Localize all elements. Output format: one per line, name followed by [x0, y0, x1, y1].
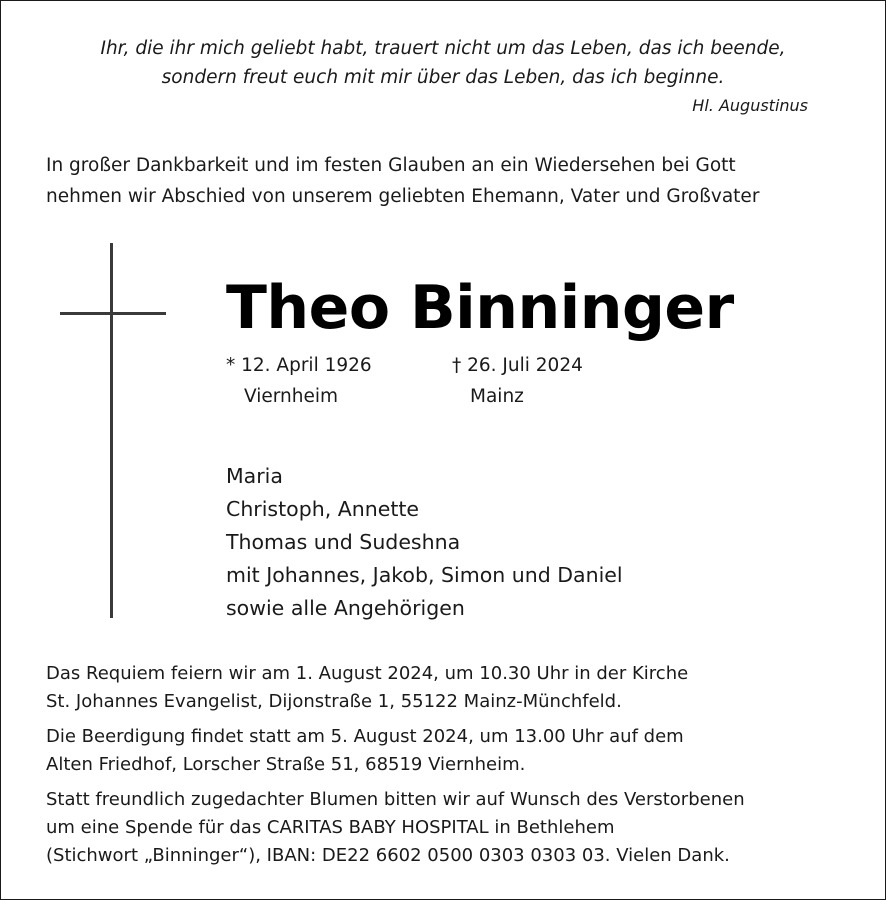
requiem-line: St. Johannes Evangelist, Dijonstraße 1, 55122 Mainz-Münchfeld. — [46, 691, 622, 712]
mourner-line: Thomas und Sudeshna — [226, 530, 461, 554]
cross-vertical-bar — [110, 243, 113, 618]
burial-notice — [46, 723, 745, 779]
notices — [46, 660, 745, 877]
deceased-name: Theo Binninger — [226, 273, 734, 343]
cross-horizontal-bar — [60, 312, 166, 315]
mourners-list — [226, 460, 623, 625]
donation-line: (Stichwort „Binninger“), IBAN: DE22 6602 0500 0303 0303 03. Vielen Dank. — [46, 845, 730, 866]
birth-date: * 12. April 1926 — [226, 355, 372, 376]
intro-text — [46, 150, 759, 212]
burial-line: Die Beerdigung findet statt am 5. August 2024, um 13.00 Uhr auf dem — [46, 726, 684, 747]
donation-notice — [46, 786, 745, 870]
requiem-line: Das Requiem feiern wir am 1. August 2024, um 10.30 Uhr in der Kirche — [46, 663, 689, 684]
mourner-line: mit Johannes, Jakob, Simon und Daniel — [226, 563, 623, 587]
mourner-line: Christoph, Annette — [226, 497, 420, 521]
quote-line: Ihr, die ihr mich geliebt habt, trauert nicht um das Leben, das ich beende, — [100, 38, 786, 59]
requiem-notice — [46, 660, 745, 716]
birth-info — [226, 350, 372, 412]
intro-line: nehmen wir Abschied von unserem geliebten Ehemann, Vater und Großvater — [46, 186, 760, 207]
death-place: Mainz — [470, 386, 524, 407]
birth-place: Viernheim — [244, 386, 339, 407]
quote-line: sondern freut euch mit mir über das Leben, das ich beginne. — [161, 67, 725, 88]
death-date: † 26. Juli 2024 — [452, 355, 583, 376]
burial-line: Alten Friedhof, Lorscher Straße 51, 68519 Viernheim. — [46, 754, 526, 775]
mourner-line: sowie alle Angehörigen — [226, 596, 465, 620]
mourner-line: Maria — [226, 464, 283, 488]
intro-line: In großer Dankbarkeit und im festen Glauben an ein Wiedersehen bei Gott — [46, 155, 736, 176]
donation-line: Statt freundlich zugedachter Blumen bitten wir auf Wunsch des Verstorbenen — [46, 789, 745, 810]
donation-line: um eine Spende für das CARITAS BABY HOSPITAL in Bethlehem — [46, 817, 615, 838]
death-info — [452, 350, 583, 412]
quote — [40, 34, 846, 92]
quote-author: Hl. Augustinus — [692, 96, 808, 115]
